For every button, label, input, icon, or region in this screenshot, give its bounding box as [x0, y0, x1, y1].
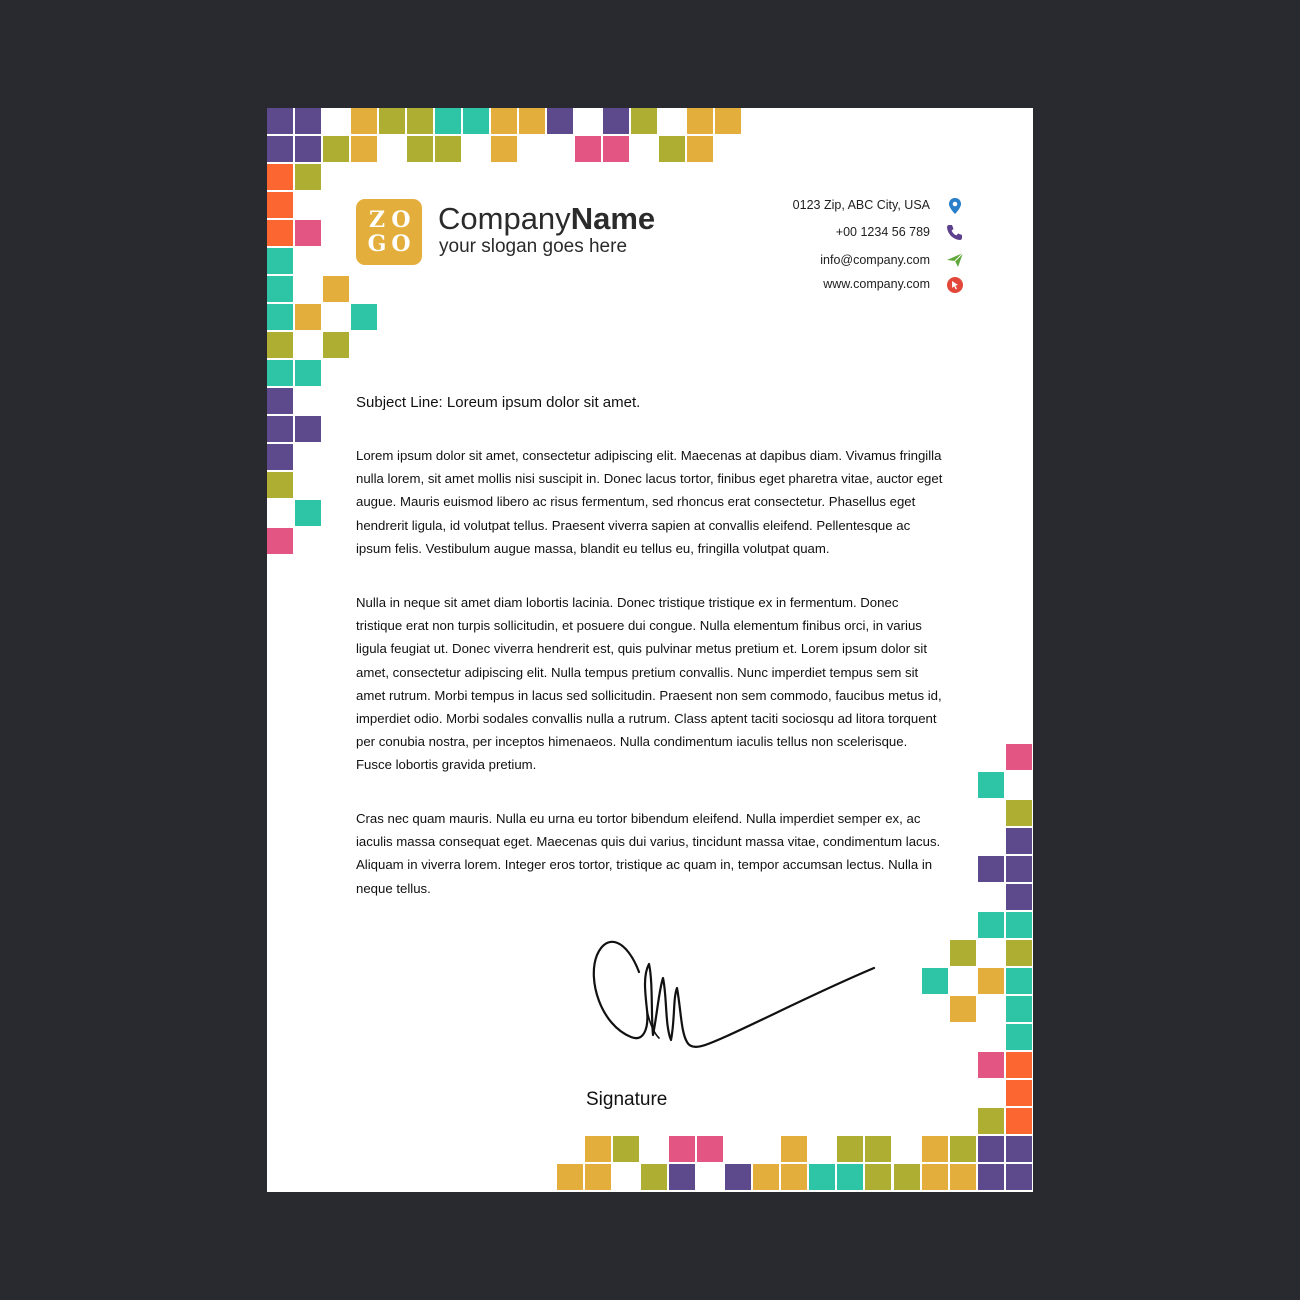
company-name: CompanyName	[438, 201, 656, 236]
mosaic-tile	[295, 500, 321, 526]
mosaic-tile	[950, 1164, 976, 1190]
handwritten-signature	[587, 920, 887, 1070]
mosaic-tile	[631, 108, 657, 134]
subject-line: Subject Line: Loreum ipsum dolor sit amet.	[356, 394, 641, 411]
mosaic-tile	[950, 1136, 976, 1162]
mosaic-tile	[659, 136, 685, 162]
mosaic-tile	[978, 1052, 1004, 1078]
mosaic-tile	[922, 1164, 948, 1190]
mosaic-tile	[267, 444, 293, 470]
mosaic-tile	[491, 108, 517, 134]
mosaic-tile	[1006, 828, 1032, 854]
mosaic-tile	[295, 108, 321, 134]
mosaic-tile	[267, 164, 293, 190]
mosaic-tile	[557, 1164, 583, 1190]
mosaic-tile	[323, 276, 349, 302]
mosaic-tile	[669, 1136, 695, 1162]
mosaic-tile	[267, 472, 293, 498]
mosaic-tile	[407, 108, 433, 134]
location-pin-icon	[946, 197, 964, 215]
mosaic-tile	[1006, 1164, 1032, 1190]
mosaic-tile	[491, 136, 517, 162]
mosaic-tile	[978, 1108, 1004, 1134]
mosaic-tile	[715, 108, 741, 134]
contact-address: 0123 Zip, ABC City, USA	[792, 198, 930, 212]
mosaic-tile	[267, 388, 293, 414]
mosaic-tile	[1006, 1052, 1032, 1078]
mosaic-tile	[351, 136, 377, 162]
mosaic-tile	[1006, 856, 1032, 882]
cursor-icon	[946, 276, 964, 294]
mosaic-tile	[603, 136, 629, 162]
mosaic-tile	[950, 940, 976, 966]
mosaic-tile	[351, 108, 377, 134]
mosaic-tile	[781, 1136, 807, 1162]
mosaic-tile	[1006, 1108, 1032, 1134]
mosaic-tile	[603, 108, 629, 134]
mosaic-tile	[1006, 1024, 1032, 1050]
mosaic-tile	[585, 1136, 611, 1162]
mosaic-tile	[865, 1164, 891, 1190]
mosaic-tile	[323, 136, 349, 162]
mosaic-tile	[267, 304, 293, 330]
contact-phone: +00 1234 56 789	[835, 225, 930, 239]
mosaic-tile	[725, 1164, 751, 1190]
mosaic-tile	[1006, 996, 1032, 1022]
mosaic-tile	[837, 1164, 863, 1190]
mosaic-tile	[267, 220, 293, 246]
mosaic-tile	[379, 108, 405, 134]
body-paragraph-3: Cras nec quam mauris. Nulla eu urna eu tortor bibendum eleifend. Nulla imperdiet semper ex, ac iaculis massa consequat eget. Maecenas quis dui varius, tincidunt massa vitae, condimentum lacus. Aliquam in viverra lorem. Integer eros tortor, tristique ac quam in, tempor accumsan lectus. Nulla in neque tellus.	[356, 811, 941, 896]
body-paragraph-1: Lorem ipsum dolor sit amet, consectetur adipiscing elit. Maecenas at dapibus diam. Vivamus fringilla nulla lorem, sit amet mollis nisi suscipit in. Donec lacus tortor, finibus eget pharetra vitae, auctor eget augue. Mauris euismod libero ac risus fermentum, sed rhoncus erat consectetur. Phasellus eget hendrerit ligula, id volutpat tellus. Praesent viverra sapien at convallis eleifend. Pellentesque ac ipsum felis. Vestibulum augue massa, blandit eu tellus eu, fringilla volutpat quam.	[356, 448, 943, 556]
company-slogan: your slogan goes here	[439, 236, 628, 257]
mosaic-tile	[1006, 744, 1032, 770]
mosaic-tile	[669, 1164, 695, 1190]
mosaic-tile	[267, 416, 293, 442]
mosaic-tile	[351, 304, 377, 330]
mosaic-tile	[978, 1136, 1004, 1162]
mosaic-tile	[267, 528, 293, 554]
body-paragraph-2: Nulla in neque sit amet diam lobortis lacinia. Donec tristique tristique ex in fermentum. Donec tristique erat non turpis sollicitudin, et posuere dui congue. Nulla elementum finibus orci, in varius ligula feugiat ut. Donec viverra hendrerit est, quis pulvinar metus pretium et. Lorem ipsum dolor sit amet, consectetur adipiscing elit. Nulla tempus pretium convallis. Nunc imperdiet tempus sem sit amet rutrum. Morbi tempus in lacus sed sollicitudin. Praesent non sem commodo, faucibus metus id, imperdiet odio. Morbi sodales convallis nulla a rutrum. Class aptent taciti sociosqu ad litora torquent per conubia nostra, per inceptos himenaeos. Nulla condimentum iaculis tellus non scelerisque. Fusce lobortis gravida pretium.	[356, 595, 942, 773]
letterhead-page	[267, 108, 1033, 1192]
mosaic-tile	[585, 1164, 611, 1190]
mosaic-tile	[575, 136, 601, 162]
mosaic-tile	[837, 1136, 863, 1162]
mosaic-tile	[687, 136, 713, 162]
phone-icon	[946, 223, 964, 241]
logo-icon: Z O G O	[356, 199, 422, 265]
mosaic-tile	[1006, 968, 1032, 994]
paper-plane-icon	[946, 251, 964, 269]
mosaic-tile	[547, 108, 573, 134]
mosaic-tile	[687, 108, 713, 134]
mosaic-tile	[295, 416, 321, 442]
mosaic-tile	[978, 912, 1004, 938]
mosaic-tile	[435, 108, 461, 134]
mosaic-tile	[781, 1164, 807, 1190]
mosaic-tile	[295, 136, 321, 162]
mosaic-tile	[641, 1164, 667, 1190]
mosaic-tile	[1006, 912, 1032, 938]
mosaic-tile	[295, 164, 321, 190]
mosaic-tile	[435, 136, 461, 162]
mosaic-tile	[1006, 1136, 1032, 1162]
mosaic-tile	[978, 772, 1004, 798]
mosaic-tile	[1006, 884, 1032, 910]
mosaic-tile	[295, 304, 321, 330]
mosaic-tile	[267, 192, 293, 218]
mosaic-tile	[267, 332, 293, 358]
mosaic-tile	[407, 136, 433, 162]
mosaic-tile	[295, 220, 321, 246]
signature-label: Signature	[586, 1089, 668, 1110]
mosaic-tile	[267, 248, 293, 274]
mosaic-tile	[697, 1136, 723, 1162]
mosaic-tile	[894, 1164, 920, 1190]
mosaic-tile	[267, 108, 293, 134]
mosaic-tile	[613, 1136, 639, 1162]
mosaic-tile	[922, 968, 948, 994]
contact-email[interactable]: info@company.com	[820, 253, 930, 267]
mosaic-tile	[1006, 940, 1032, 966]
contact-website[interactable]: www.company.com	[823, 277, 930, 291]
mosaic-tile	[950, 996, 976, 1022]
mosaic-tile	[922, 1136, 948, 1162]
mosaic-tile	[809, 1164, 835, 1190]
mosaic-tile	[978, 856, 1004, 882]
mosaic-tile	[463, 108, 489, 134]
mosaic-tile	[267, 276, 293, 302]
mosaic-tile	[519, 108, 545, 134]
mosaic-tile	[267, 136, 293, 162]
mosaic-tile	[267, 360, 293, 386]
mosaic-tile	[1006, 800, 1032, 826]
mosaic-tile	[323, 332, 349, 358]
mosaic-tile	[978, 1164, 1004, 1190]
mosaic-tile	[1006, 1080, 1032, 1106]
mosaic-tile	[865, 1136, 891, 1162]
mosaic-tile	[753, 1164, 779, 1190]
mosaic-tile	[978, 968, 1004, 994]
mosaic-tile	[295, 360, 321, 386]
